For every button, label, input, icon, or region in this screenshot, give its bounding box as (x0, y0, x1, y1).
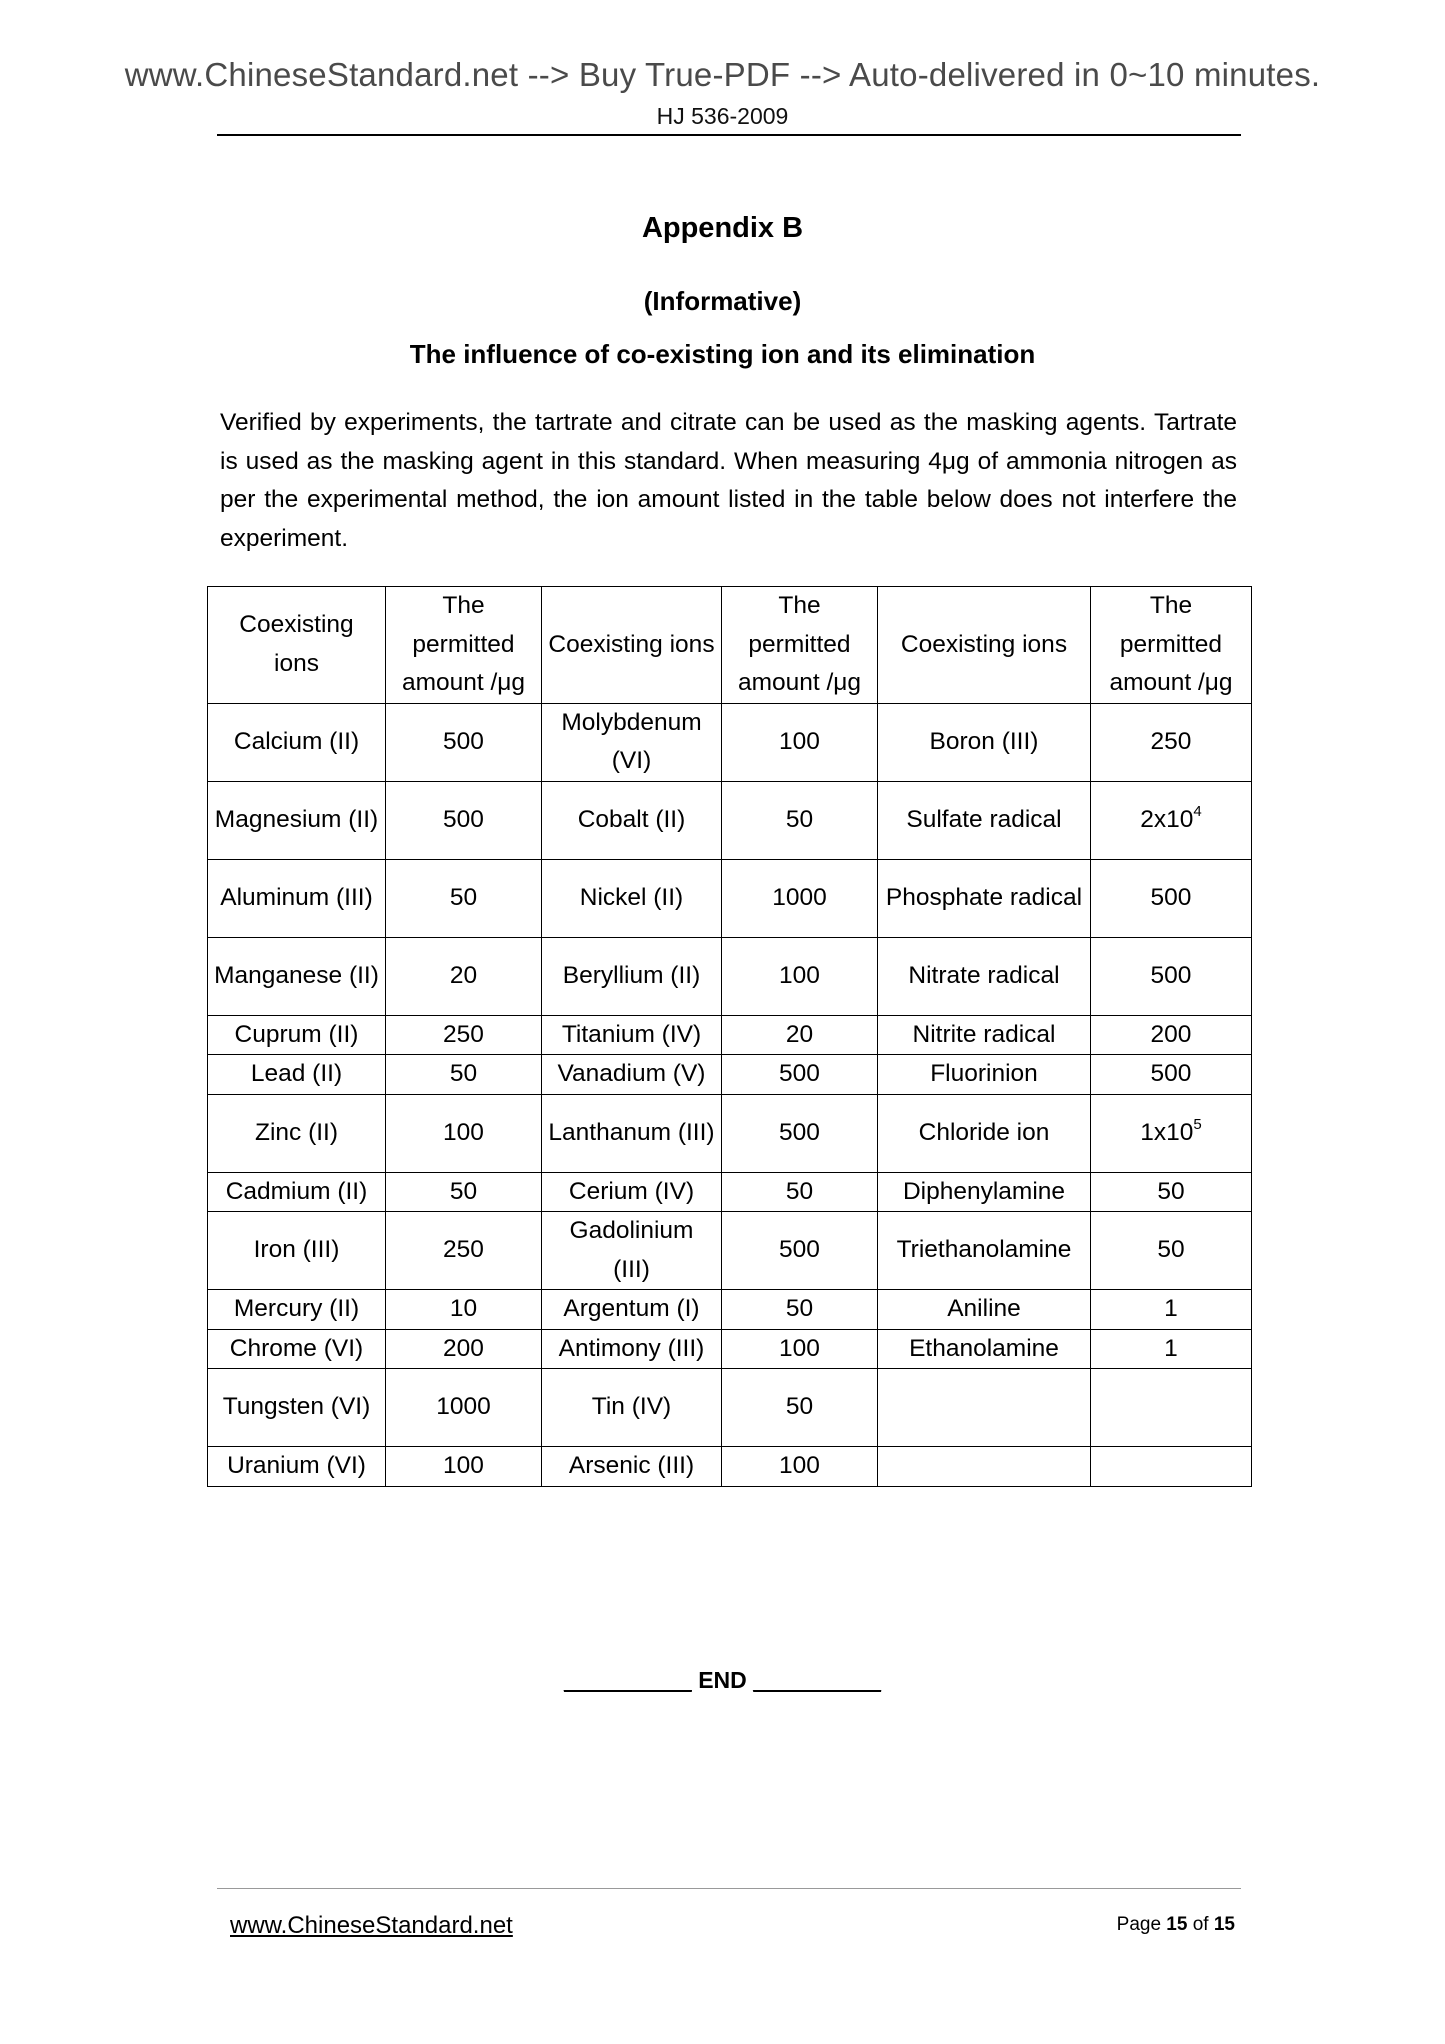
table-row (208, 1172, 1252, 1212)
table-cell: 200 (386, 1329, 542, 1369)
table-cell (1091, 1447, 1252, 1487)
table-cell: 50 (722, 781, 878, 859)
table-cell: 1 (1091, 1329, 1252, 1369)
site-banner: www.ChineseStandard.net --> Buy True-PDF --> Auto-delivered in 0~10 minutes. (124, 56, 1321, 93)
table-cell: 1000 (386, 1369, 542, 1447)
table-cell: 250 (386, 1212, 542, 1290)
header-cell: Coexisting ions (878, 587, 1091, 704)
table-cell: 100 (722, 937, 878, 1015)
table-row (208, 937, 1252, 1015)
table-cell: 200 (1091, 1015, 1252, 1055)
table-cell: 250 (1091, 703, 1252, 781)
table-row (208, 1015, 1252, 1055)
table-cell: Manganese (II) (208, 937, 386, 1015)
end-marker (0, 1667, 1445, 1694)
page-word: Page (1116, 1914, 1162, 1935)
end-label: END (698, 1667, 747, 1693)
table-cell: 1000 (722, 859, 878, 937)
table-cell: Sulfate radical (878, 781, 1091, 859)
table-cell: 50 (722, 1172, 878, 1212)
table-cell: 500 (722, 1094, 878, 1172)
table-cell: Chrome (VI) (208, 1329, 386, 1369)
footer-divider (217, 1888, 1241, 1889)
table-cell: 10 (386, 1290, 542, 1330)
appendix-type: (Informative) (643, 286, 802, 316)
table-cell: Nickel (II) (542, 859, 722, 937)
table-cell: Aluminum (III) (208, 859, 386, 937)
table-cell: Cobalt (II) (542, 781, 722, 859)
exponent: 4 (1193, 802, 1202, 820)
table-header-row (208, 587, 1252, 704)
table-cell: 100 (722, 1329, 878, 1369)
table-cell: Arsenic (III) (542, 1447, 722, 1487)
table-cell: Lanthanum (III) (542, 1094, 722, 1172)
table-cell: 500 (386, 781, 542, 859)
table-cell: 50 (386, 1172, 542, 1212)
page-number (1030, 1914, 1235, 1936)
table-cell (878, 1447, 1091, 1487)
table-row (208, 781, 1252, 859)
table-cell: Molybdenum (VI) (542, 703, 722, 781)
base-value: 1x10 (1140, 1118, 1194, 1146)
intro-paragraph: Verified by experiments, the tartrate and citrate can be used as the masking agents. Tartrate is used as the masking agent in this standard. When measuring 4μg of ammonia nitrogen as per the experimental method, the ion amount listed in the table below does not interfere the experiment. (220, 409, 1237, 552)
header-cell: Coexisting ions (208, 587, 386, 704)
table-cell: Aniline (878, 1290, 1091, 1330)
table-cell: Titanium (IV) (542, 1015, 722, 1055)
table-cell-exponent (1091, 781, 1252, 859)
base-value: 2x10 (1140, 805, 1194, 833)
table-cell: 1 (1091, 1290, 1252, 1330)
table-cell: 50 (722, 1290, 878, 1330)
table-row (208, 1290, 1252, 1330)
end-right-rule: __________ (753, 1667, 882, 1693)
table-cell: Lead (II) (208, 1055, 386, 1095)
table-cell: 500 (722, 1212, 878, 1290)
table-cell: 500 (386, 703, 542, 781)
table-cell: Diphenylamine (878, 1172, 1091, 1212)
table-cell: 100 (386, 1447, 542, 1487)
table-cell: Nitrite radical (878, 1015, 1091, 1055)
table-cell: 500 (722, 1055, 878, 1095)
table-cell: Boron (III) (878, 703, 1091, 781)
table-cell: 100 (386, 1094, 542, 1172)
table-cell (878, 1369, 1091, 1447)
page-of: of (1192, 1914, 1209, 1935)
appendix-subtitle: The influence of co-existing ion and its elimination (409, 339, 1036, 369)
table-cell: Cuprum (II) (208, 1015, 386, 1055)
table-cell: 500 (1091, 937, 1252, 1015)
table-cell: Mercury (II) (208, 1290, 386, 1330)
table-cell: 20 (722, 1015, 878, 1055)
table-row (208, 1329, 1252, 1369)
table-row (208, 1447, 1252, 1487)
table-cell: Uranium (VI) (208, 1447, 386, 1487)
end-left-rule: __________ (563, 1667, 692, 1693)
table-cell: Vanadium (V) (542, 1055, 722, 1095)
table-cell: Magnesium (II) (208, 781, 386, 859)
table-row (208, 1369, 1252, 1447)
table-cell: Nitrate radical (878, 937, 1091, 1015)
table-cell: 100 (722, 703, 878, 781)
table-cell: Cerium (IV) (542, 1172, 722, 1212)
table-cell: 50 (386, 1055, 542, 1095)
table-cell: 50 (722, 1369, 878, 1447)
exponent: 5 (1193, 1115, 1202, 1133)
table-cell: 500 (1091, 1055, 1252, 1095)
table-cell: Antimony (III) (542, 1329, 722, 1369)
table-cell: Argentum (I) (542, 1290, 722, 1330)
header-divider (217, 134, 1241, 136)
table-row (208, 703, 1252, 781)
table-cell: 50 (1091, 1212, 1252, 1290)
table-cell: 250 (386, 1015, 542, 1055)
table-cell: Iron (III) (208, 1212, 386, 1290)
table-cell: Tungsten (VI) (208, 1369, 386, 1447)
table-row (208, 859, 1252, 937)
table-row (208, 1094, 1252, 1172)
page-current: 15 (1166, 1914, 1188, 1935)
table-cell: 20 (386, 937, 542, 1015)
document-code: HJ 536-2009 (656, 103, 789, 129)
table-cell: 100 (722, 1447, 878, 1487)
table-cell-exponent (1091, 1094, 1252, 1172)
header-cell: The permitted amount /μg (722, 587, 878, 704)
table-cell: Gadolinium (III) (542, 1212, 722, 1290)
table-row (208, 1212, 1252, 1290)
table-cell: Fluorinion (878, 1055, 1091, 1095)
appendix-title: Appendix B (641, 212, 804, 244)
table-cell: Zinc (II) (208, 1094, 386, 1172)
table-cell: 50 (386, 859, 542, 937)
coexisting-ions-table (207, 586, 1252, 1487)
table-cell: 500 (1091, 859, 1252, 937)
header-cell: The permitted amount /μg (386, 587, 542, 704)
table-cell: Ethanolamine (878, 1329, 1091, 1369)
table-row (208, 1055, 1252, 1095)
table-cell: Calcium (II) (208, 703, 386, 781)
table-cell (1091, 1369, 1252, 1447)
table-cell: Beryllium (II) (542, 937, 722, 1015)
table-cell: Tin (IV) (542, 1369, 722, 1447)
header-cell: The permitted amount /μg (1091, 587, 1252, 704)
table-cell: 50 (1091, 1172, 1252, 1212)
table-cell: Cadmium (II) (208, 1172, 386, 1212)
header-cell: Coexisting ions (542, 587, 722, 704)
table-cell: Triethanolamine (878, 1212, 1091, 1290)
table-cell: Phosphate radical (878, 859, 1091, 937)
page-total: 15 (1213, 1914, 1235, 1935)
footer-site-link[interactable]: www.ChineseStandard.net (230, 1912, 513, 1939)
table-cell: Chloride ion (878, 1094, 1091, 1172)
